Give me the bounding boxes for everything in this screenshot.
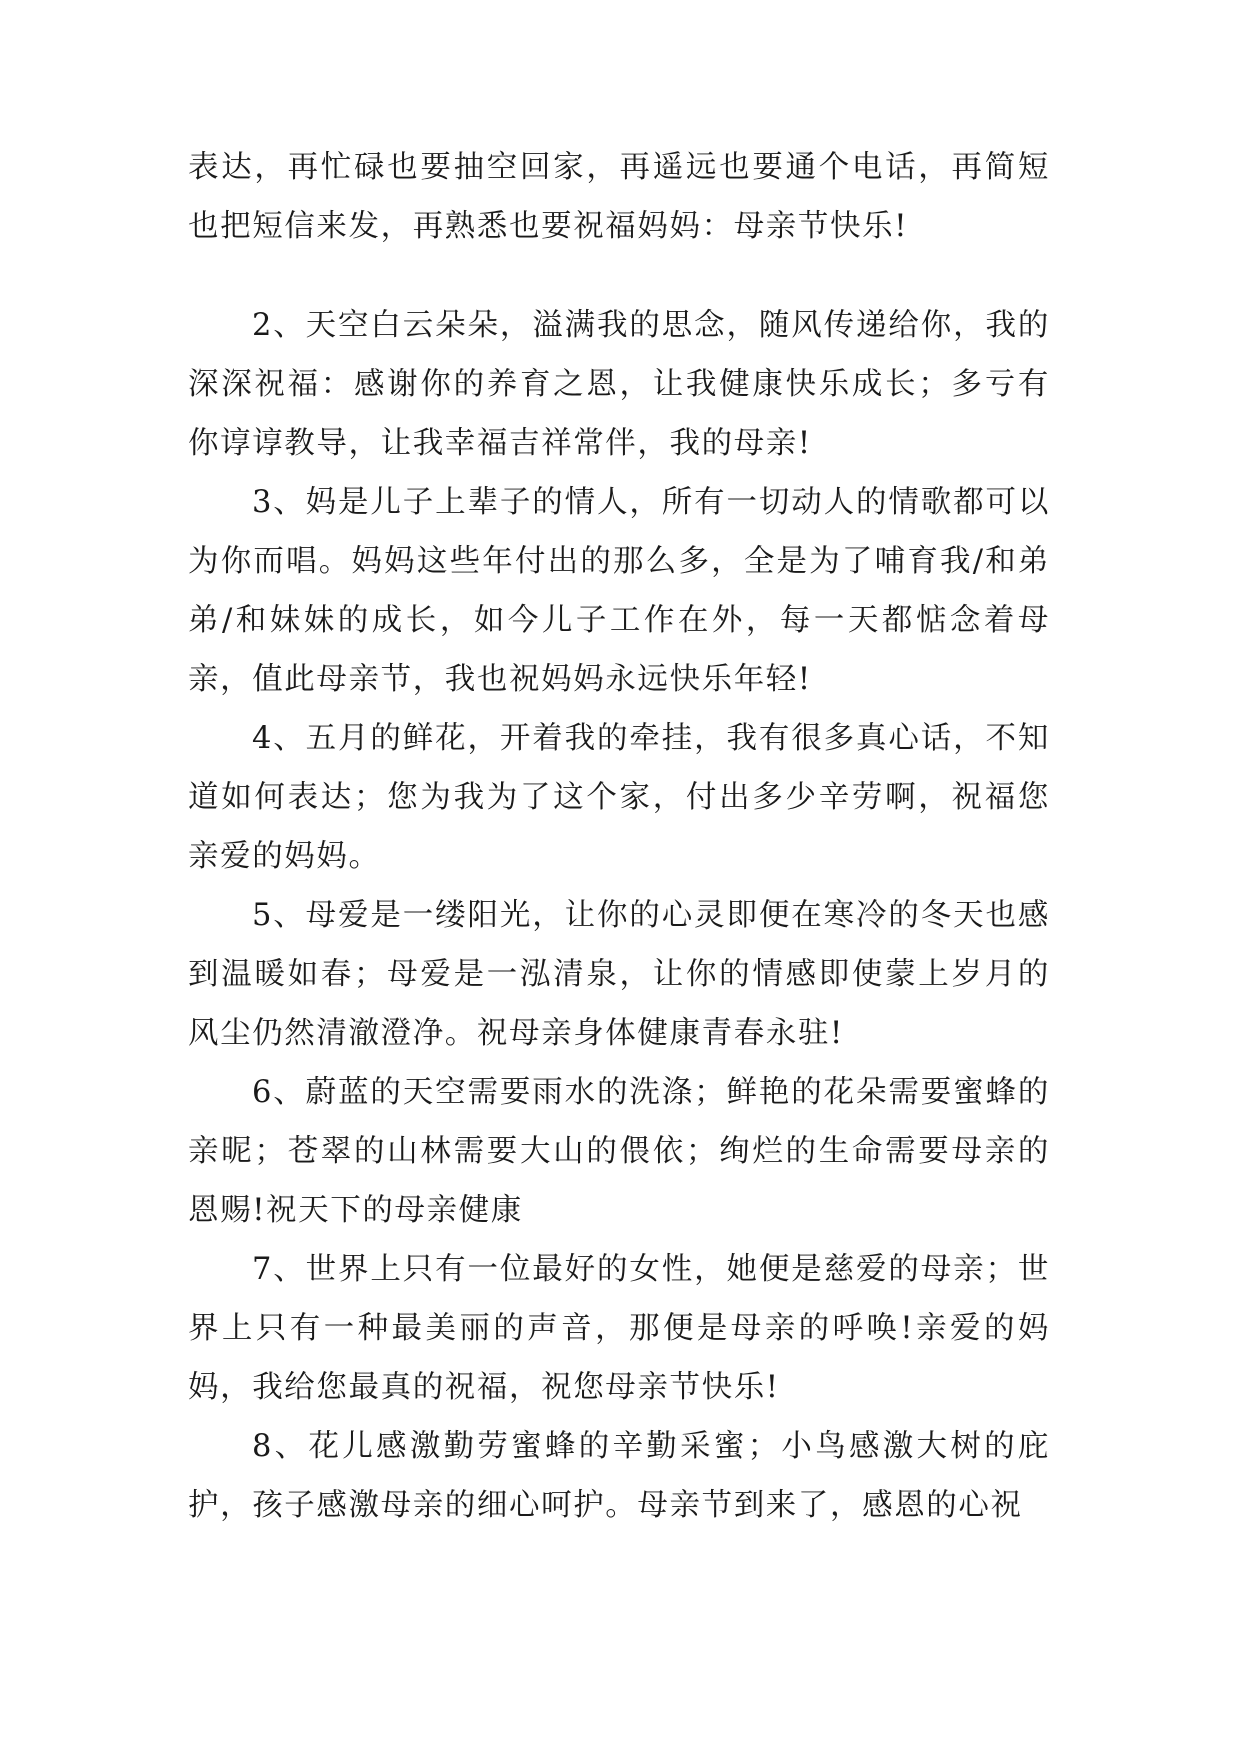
document-body-top	[188, 138, 1050, 256]
paragraph-item-7: 7、世界上只有一位最好的女性，她便是慈爱的母亲；世界上只有一种最美丽的声音，那便是母亲的呼唤!亲爱的妈妈，我给您最真的祝福，祝您母亲节快乐!	[188, 1252, 1050, 1405]
paragraph-continued: 表达，再忙碌也要抽空回家，再遥远也要通个电话，再简短也把短信来发，再熟悉也要祝福妈妈：母亲节快乐!	[188, 150, 1050, 244]
paragraph-item-5: 5、母爱是一缕阳光，让你的心灵即便在寒冷的冬天也感到温暖如春；母爱是一泓清泉，让你的情感即使蒙上岁月的风尘仍然清澈澄净。祝母亲身体健康青春永驻!	[188, 898, 1050, 1051]
document-body	[188, 296, 1050, 1535]
paragraph-item-8: 8、花儿感激勤劳蜜蜂的辛勤采蜜；小鸟感激大树的庇护，孩子感激母亲的细心呵护。母亲节到来了，感恩的心祝	[188, 1429, 1050, 1523]
paragraph-item-3: 3、妈是儿子上辈子的情人，所有一切动人的情歌都可以为你而唱。妈妈这些年付出的那么多，全是为了哺育我/和弟弟/和妹妹的成长，如今儿子工作在外，每一天都惦念着母亲，值此母亲节，我也祝妈妈永远快乐年轻!	[188, 485, 1050, 697]
paragraph-item-2: 2、天空白云朵朵，溢满我的思念，随风传递给你，我的深深祝福：感谢你的养育之恩，让我健康快乐成长；多亏有你谆谆教导，让我幸福吉祥常伴，我的母亲!	[188, 308, 1050, 461]
paragraph-item-6: 6、蔚蓝的天空需要雨水的洗涤；鲜艳的花朵需要蜜蜂的亲昵；苍翠的山林需要大山的偎依；绚烂的生命需要母亲的恩赐!祝天下的母亲健康	[188, 1075, 1050, 1228]
paragraph-item-4: 4、五月的鲜花，开着我的牵挂，我有很多真心话，不知道如何表达；您为我为了这个家，付出多少辛劳啊，祝福您亲爱的妈妈。	[188, 721, 1050, 874]
